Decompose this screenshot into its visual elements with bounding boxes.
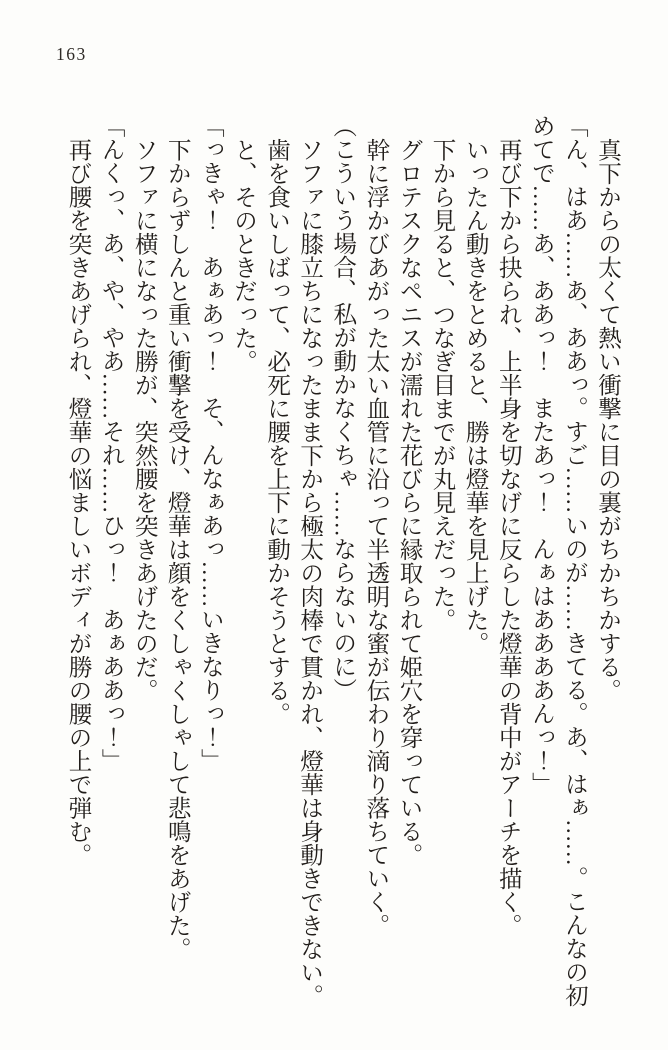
text-line: ソファに横になった勝が、突然腰を突きあげたのだ。 xyxy=(130,137,157,702)
text-line: 「ん、はあ……あ、ああっ。すご……いのが……きてる。あ、はぁ……。こんなの初 xyxy=(560,114,587,1007)
text-line: 再び腰を突きあげられ、燈華の悩ましいボディが勝の腰の上で弾む。 xyxy=(64,137,91,866)
text-line: 下から見ると、つなぎ目までが丸見えだった。 xyxy=(428,137,455,631)
vertical-text-block xyxy=(60,114,623,1036)
text-line: 再び下から抉られ、上半身を切なげに反らした燈華の背中がアーチを描く。 xyxy=(494,137,521,937)
page-number: 163 xyxy=(56,44,87,64)
text-line: 幹に浮かびあがった太い血管に沿って半透明な蜜が伝わり滴り落ちていく。 xyxy=(362,137,389,937)
text-line: と、そのときだった。 xyxy=(229,137,256,373)
text-line: いったん動きをとめると、勝は燈華を見上げた。 xyxy=(461,137,488,655)
text-line: 下からずしんと重い衝撃を受け、燈華は顔をくしゃくしゃして悲鳴をあげた。 xyxy=(163,137,190,960)
text-line: 歯を食いしばって、必死に腰を上下に動かそうとする。 xyxy=(263,137,290,725)
text-line: ソファに膝立ちになったまま下から極太の肉棒で貫かれ、燈華は身動きできない。 xyxy=(296,137,323,1007)
text-line: 「んくっ、あ、や、やあ……それ……ひっ！ あぁああっ！」 xyxy=(97,114,124,772)
text-line: グロテスクなペニスが濡れた花びらに縁取られて姫穴を穿っている。 xyxy=(395,137,422,866)
text-line: 真下からの太くて熱い衝撃に目の裏がちかちかする。 xyxy=(594,137,620,702)
text-line: （こういう場合、私が動かなくちゃ……ならないのに） xyxy=(329,114,356,702)
text-line: 「っきゃ！ あぁあっ！ そ、んなぁあっ……いきなりっ！」 xyxy=(196,114,223,772)
text-line: めてで……あ、ああっ！ またあっ！ んぁはああああんっ！」 xyxy=(527,114,554,796)
